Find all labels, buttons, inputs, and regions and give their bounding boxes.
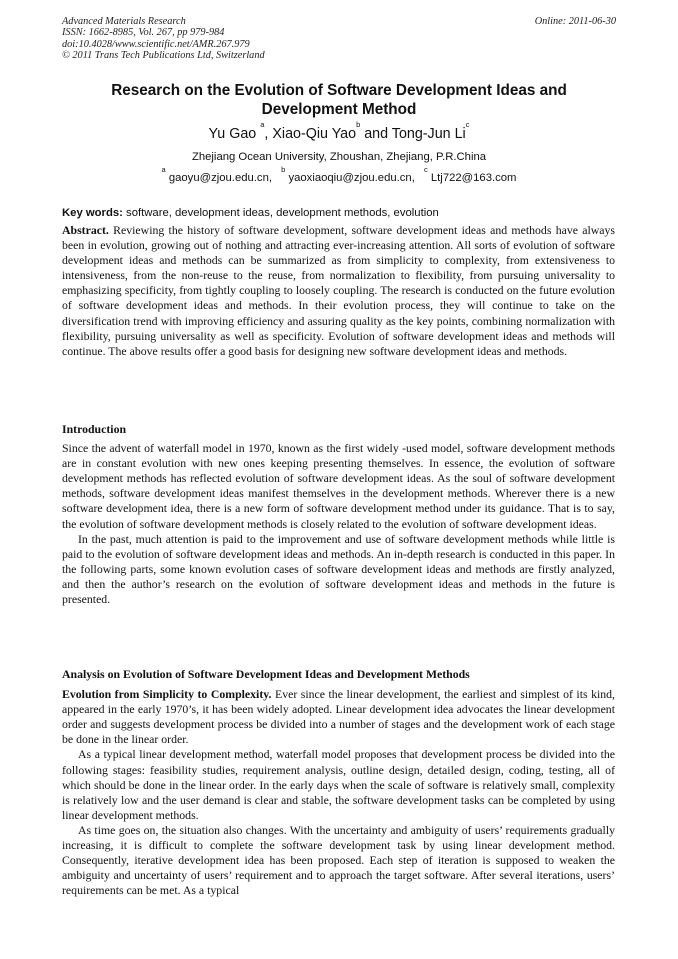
email-address: Ltj722@163.com: [430, 172, 517, 184]
introduction-section: [62, 422, 615, 607]
analysis-paragraph-1: [62, 687, 615, 747]
affiliation: Zhejiang Ocean University, Zhoushan, Zhejiang, P.R.China: [191, 151, 487, 163]
email-sup: a: [161, 165, 166, 174]
abstract-block: [62, 223, 615, 359]
analysis-heading: Analysis on Evolution of Software Development Ideas and Development Methods: [62, 667, 470, 681]
author-name: and Tong-Jun Li: [360, 126, 466, 142]
email-address: yaoxiaoqiu@zjou.edu.cn,: [288, 172, 415, 184]
subsection-runin-heading: Evolution from Simplicity to Complexity.: [62, 687, 272, 702]
author-sup: a: [260, 120, 265, 129]
author-sup: b: [356, 120, 361, 129]
journal-name: Advanced Materials Research: [62, 16, 186, 27]
title-line-1: Research on the Evolution of Software Development Ideas and: [111, 82, 567, 99]
introduction-heading: Introduction: [62, 422, 127, 436]
email-address: gaoyu@zjou.edu.cn,: [168, 172, 272, 184]
abstract-label: Abstract.: [62, 223, 109, 237]
doi-line: doi:10.4028/www.scientific.net/AMR.267.979: [62, 38, 250, 50]
journal-header: [62, 16, 616, 61]
keywords-label: Key words:: [62, 207, 123, 219]
abstract-text: Reviewing the history of software development, software development ideas and methods have always been in evolution, growing out of nothing and attracting ever-increasing attention. All sorts of evolution of software development ideas and methods can be summarized as from simplicity to complexity, from extensiveness to intensiveness, from the non-reuse to the reuse, from normalization to flexibility, from pursuing universality to emphasizing specificity, from tightly coupling to loosely coupling. The research is conducted on the future evolution of software development ideas and methods. In their evolution process, they will continue to take on the diversification trend with improving efficiency and assuring quality as the key points, combining normalization with flexibility, pursuing universality as well as specificity. Evolution of software development ideas and methods will continue. The above results offer a good basis for designing new software development ideas and methods.: [62, 223, 616, 358]
author-list: [62, 120, 616, 143]
analysis-paragraph-2: As a typical linear development method, waterfall model proposes that development process be divided into the following stages: feasibility studies, requirement analysis, outline design, detailed design, coding, testing, all of which should be done in the linear order. In the early days when the scale of software is relatively small, complexity is relatively low and the user demand is clear and stable, the software development tasks can be completed by using linear development methods.: [62, 747, 615, 822]
analysis-paragraph-3: As time goes on, the situation also changes. With the uncertainty and ambiguity of users’ requirements gradually increasing, it is difficult to complete the software development task by using linear development method. Consequently, iterative development idea has been proposed. Each step of iteration is supposed to weaken the ambiguity and uncertainty of users’ requirement and to approach the target software. After several iterations, users’ requirements can be met. As a typical: [62, 822, 615, 898]
online-date: Online: 2011-06-30: [534, 16, 616, 27]
email-sup: b: [281, 165, 286, 174]
intro-paragraph-1: Since the advent of waterfall model in 1970, known as the first widely -used model, software development methods are in constant evolution with new ones keeping presenting themselves. In essence, the evolution of software development methods has reflected evolution of software development ideas. As the soul of software development methods, software development ideas manifest themselves in the development methods. Wherever there is a new software development idea, there is a new form of software development method under its guidance. That is to say, the evolution of software development methods is closely related to the evolution of software development ideas.: [62, 441, 615, 531]
email-list: [62, 165, 616, 185]
title-line-2: Development Method: [261, 100, 417, 118]
analysis-paragraph-1-text: Ever since the linear development, the earliest and simplest of its kind, appeared in the early 1970’s, it has been widely adopted. Linear development idea advocates the linear development order and suggests development process be divided into a number of stages and the development work of each stage be done in the linear order.: [62, 687, 615, 747]
abstract-paragraph: [62, 223, 615, 359]
copyright-line: © 2011 Trans Tech Publications Ltd, Switzerland: [62, 49, 265, 61]
email-item: [281, 165, 415, 184]
issn-line: ISSN: 1662-8985, Vol. 267, pp 979-984: [62, 27, 225, 39]
email-item: [161, 165, 272, 184]
analysis-section: [62, 667, 615, 898]
email-item: [424, 165, 517, 184]
author-name: , Xiao-Qiu Yao: [264, 126, 357, 142]
paper-title: [62, 82, 616, 119]
keywords-text: software, development ideas, development methods, evolution: [126, 207, 439, 219]
author-name: Yu Gao: [208, 126, 257, 142]
author-sup: c: [465, 120, 470, 129]
keywords: [62, 206, 616, 220]
intro-paragraph-2: In the past, much attention is paid to the improvement and use of software development methods while little is paid to the evolution of software development ideas and methods. An in-depth research is conducted in this paper. In the following parts, some known evolution cases of software development ideas and methods are firstly analyzed, and then the author’s research on the evolution of software development ideas and methods in the future is presented.: [62, 531, 615, 607]
email-sup: c: [424, 165, 428, 174]
